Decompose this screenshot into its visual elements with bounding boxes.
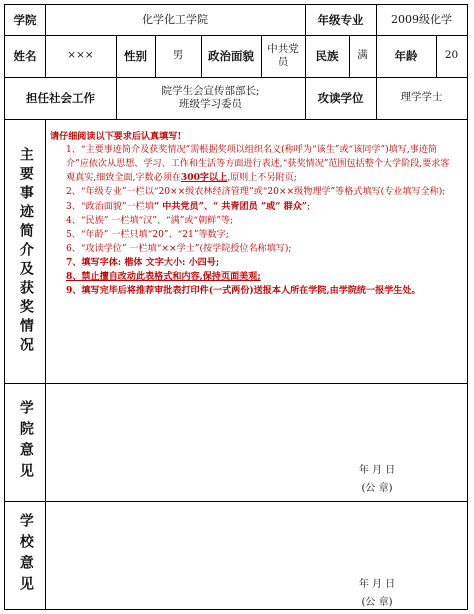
instruction-item-1-tail: ,原则上不另附页; xyxy=(227,173,297,184)
grade-label: 年级专业 xyxy=(317,12,364,27)
recommendation-form xyxy=(4,4,468,610)
instruction-item-3-options: “ 中共党员”、“ 共青团员 ”或“ 群众” xyxy=(153,201,308,213)
school-opinion-label-text: 学校意见 xyxy=(17,513,34,597)
instructions-title: 请仔细阅读以下要求后认真填写! xyxy=(50,131,182,142)
duty-value-line2: 班级学习委员 xyxy=(179,98,242,110)
duty-value xyxy=(116,77,305,119)
instruction-item-6: 6、“攻读学位” 一栏填“××学士”(按学院授位名称填写); xyxy=(66,243,292,254)
instruction-item-8: 8、禁止擅自改动此表格式和内容,保持页面美观; xyxy=(66,271,261,283)
name-label: 姓名 xyxy=(13,48,37,63)
politics-value: 中共党员 xyxy=(267,42,299,68)
instruction-item-4: 4、“民族” 一栏填“汉”、“满”或“朝鲜”等; xyxy=(66,215,234,226)
age-value: 20 xyxy=(444,49,459,62)
school-stamp: (公 章) xyxy=(361,597,393,608)
grid-line xyxy=(5,383,467,384)
grid-line xyxy=(5,119,467,120)
duty-value-line1: 院学生会宣传部部长; xyxy=(161,84,260,97)
gender-label: 性别 xyxy=(124,48,147,63)
ethnicity-label: 民族 xyxy=(315,48,339,63)
name-value: ××× xyxy=(67,49,94,62)
deeds-section-label xyxy=(5,119,45,383)
duty-label: 担任社会工作 xyxy=(26,90,95,105)
college-opinion-label-text: 学院意见 xyxy=(17,400,34,484)
instruction-item-9: 9、填写完毕后将推荐审批表打印件(一式两份)送报本人所在学院,由学院统一报学生处。 xyxy=(66,284,421,296)
grid-line xyxy=(261,35,262,77)
instruction-item-3-text: 3、“政治面貌”一栏填 xyxy=(66,202,154,213)
instruction-item-2: 2、“年级专业”一栏以“20××级农林经济管理”或“20××级物理学”等格式填写(专业填写全称); xyxy=(66,187,446,198)
grid-line xyxy=(5,501,467,502)
college-value: 化学化工学院 xyxy=(142,13,208,27)
grade-value: 2009级化学 xyxy=(391,13,452,27)
ethnicity-value: 满 xyxy=(357,49,368,62)
degree-value: 理学学士 xyxy=(400,91,443,104)
degree-label: 攻读学位 xyxy=(317,90,364,105)
school-date: 年 月 日 xyxy=(358,579,396,590)
instruction-item-1-text: 1、“主要事迹简介及获奖情况”需根据奖项以组织名义(称呼为“该生”或“该同学”)填写,事迹简介”应依次从思想、学习、工作和生活等方面进行表述,“获奖情况”范围包括整个大学阶段,要求客观真实,细致全面,字数必须在 xyxy=(66,144,450,184)
instruction-item-1-wordcount: 300字以上 xyxy=(180,172,228,184)
gender-value: 男 xyxy=(172,49,184,62)
college-label: 学院 xyxy=(13,12,37,27)
instruction-item-1 xyxy=(50,144,455,186)
college-date: 年 月 日 xyxy=(358,465,396,476)
politics-label: 政治面貌 xyxy=(208,48,254,63)
instruction-item-7: 7、填写字体: 楷体 文字大小: 小四号; xyxy=(66,257,220,269)
deeds-label-text: 主要事迹简介及获奖情况 xyxy=(17,146,34,356)
grid-line xyxy=(45,119,46,609)
instruction-item-5: 5、“年龄” 一栏只填“20”、“21”等数字; xyxy=(66,229,229,240)
age-label: 年龄 xyxy=(394,48,418,63)
college-stamp: (公 章) xyxy=(361,483,393,494)
instruction-item-3-tail: ; xyxy=(307,202,311,213)
college-opinion-label xyxy=(5,383,45,501)
instructions-block xyxy=(50,130,455,298)
school-opinion-label xyxy=(5,501,45,609)
instruction-item-3 xyxy=(50,200,455,215)
